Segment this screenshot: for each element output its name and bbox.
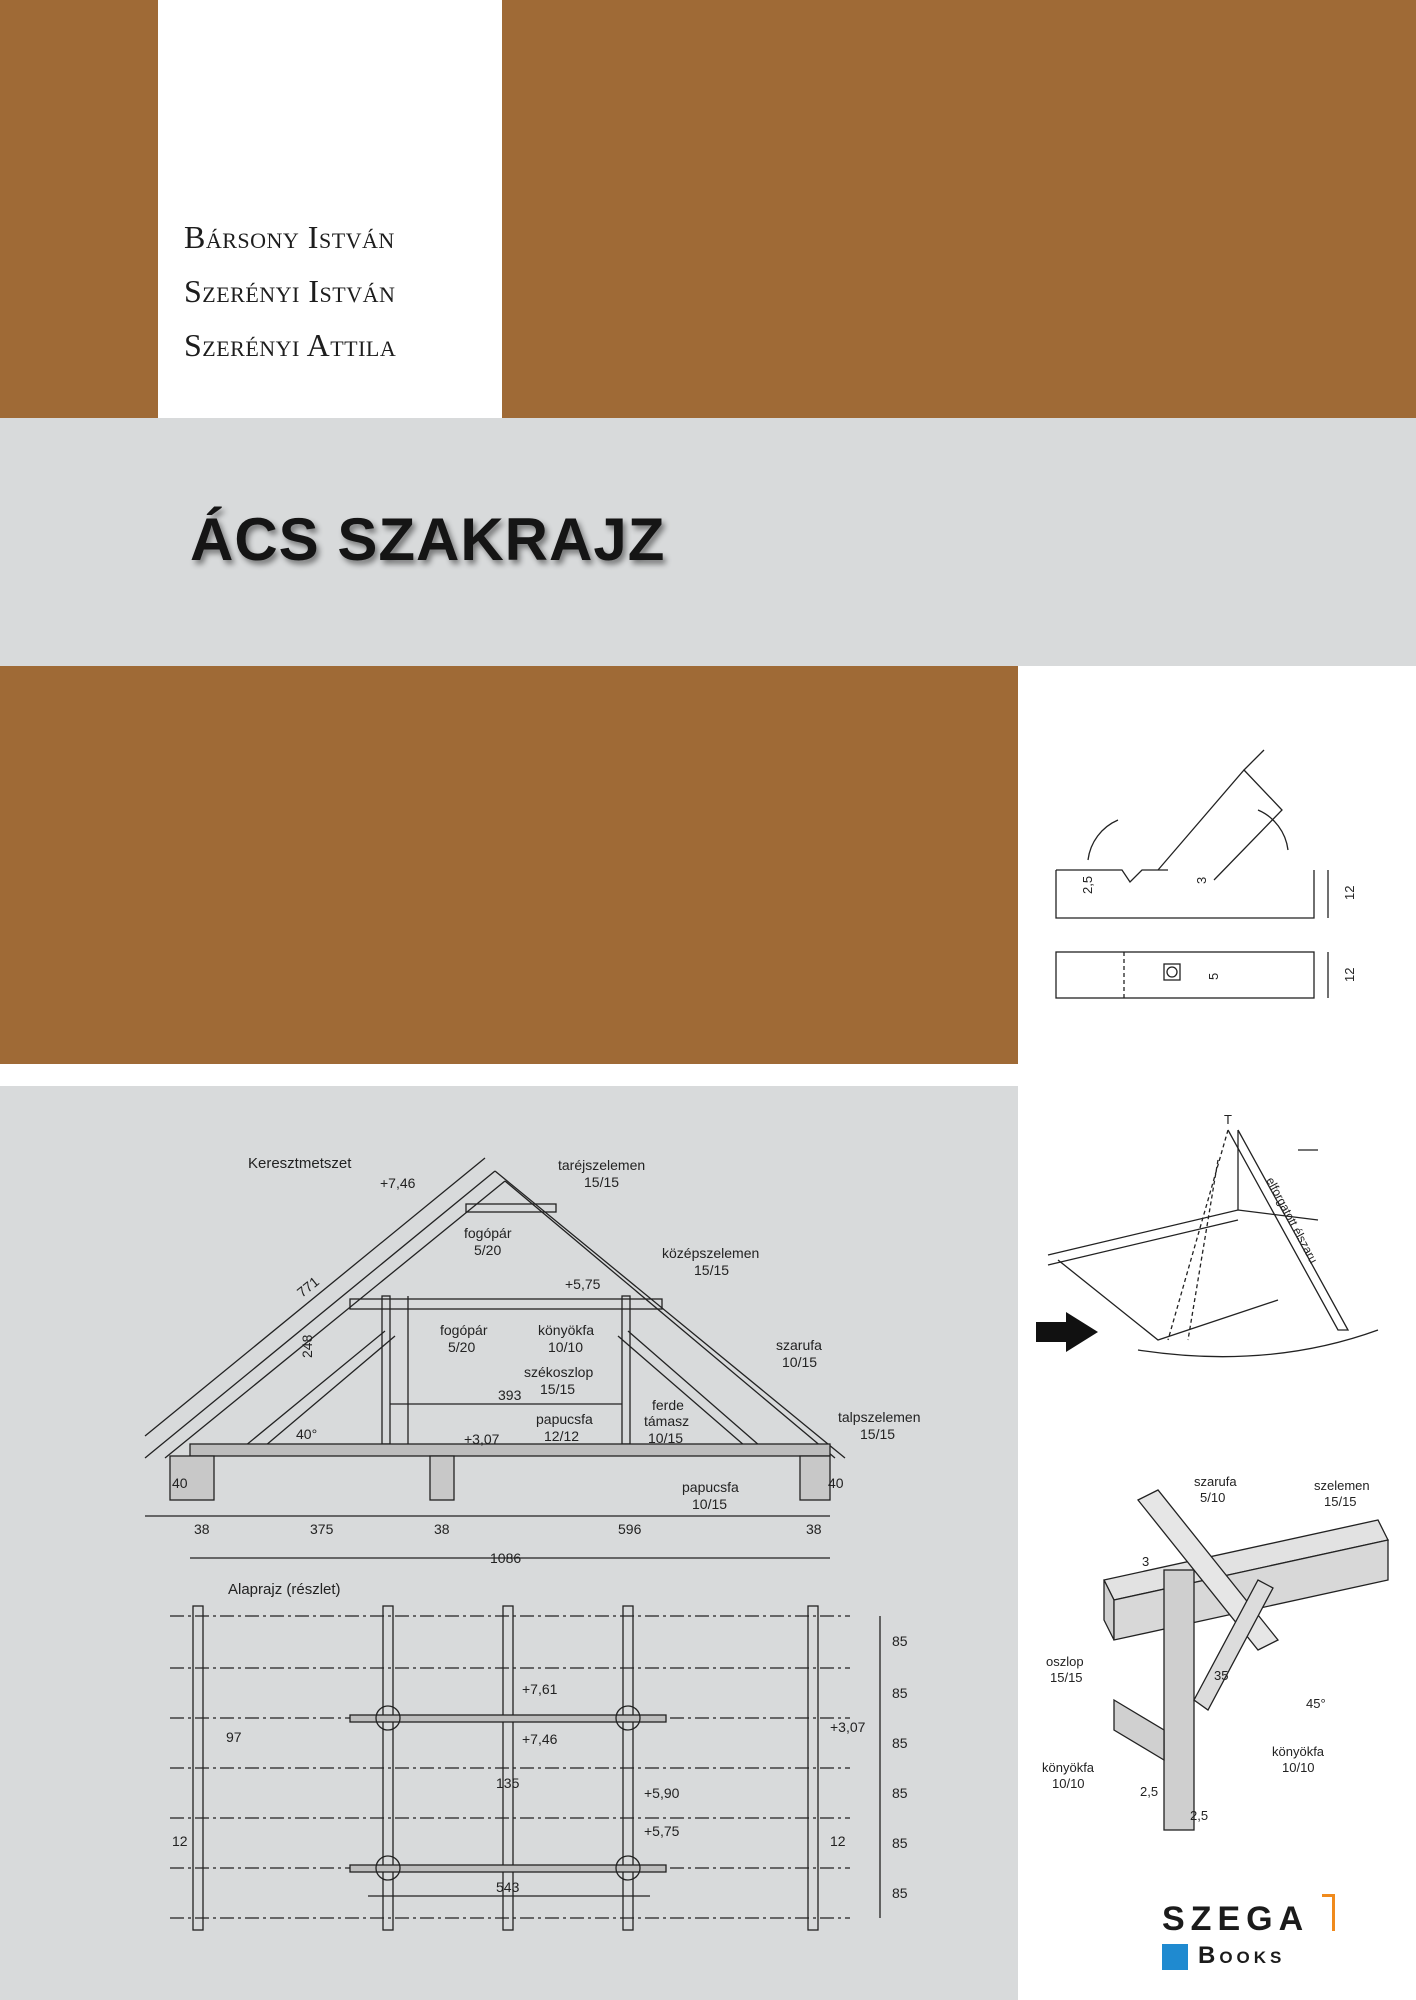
plan-level: +5,90 [644,1785,680,1801]
label-papucs1-dim: 12/12 [544,1428,580,1444]
plan-spacing: 85 [892,1885,908,1901]
post-label-konyok2: könyökfa [1272,1744,1325,1759]
joint-dim: 2,5 [1080,875,1095,894]
dim-row-item: 596 [618,1521,642,1537]
plan-dim: 12 [830,1833,846,1849]
label-fogo2-dim: 5/20 [448,1339,476,1355]
post-label-szarufa: szarufa [1194,1474,1237,1489]
dim-row-item: 38 [434,1521,450,1537]
post-label-oszlop-dim: 15/15 [1050,1670,1083,1685]
label-tarej-dim: 15/15 [584,1174,620,1190]
post-dim: 2,5 [1190,1808,1209,1823]
label-papucs2: papucsfa [682,1479,739,1495]
post-dim: 3 [1142,1554,1150,1569]
label-fogo2: fogópár [440,1322,488,1338]
logo-bracket-icon [1322,1894,1335,1931]
label-papucs2-dim: 10/15 [692,1496,728,1512]
post-label-oszlop: oszlop [1046,1654,1084,1669]
joint-detail-drawing [1018,700,1416,1020]
hip-rafter-drawing [1018,1100,1416,1390]
plan-level: +7,46 [522,1731,558,1747]
author-name: Bársony István [184,219,395,255]
logo-sub: Books [1198,1942,1286,1969]
plan-dim: 135 [496,1775,520,1791]
plan-title: Alaprajz (részlet) [228,1581,341,1598]
dim-span-inner: 393 [498,1387,522,1403]
label-szarufa-dim: 10/15 [782,1354,818,1370]
section-title: Keresztmetszet [248,1155,352,1172]
plan-level: +7,61 [522,1681,558,1697]
iso-label-t: T [1224,1112,1232,1127]
cover-brown-block-middle [0,666,1018,1064]
plan-dim: 12 [172,1833,188,1849]
direction-arrow-icon [1036,1312,1098,1352]
label-tamasz: támasz [644,1413,690,1429]
author-list [184,210,396,372]
dim-angle: 40° [296,1426,318,1442]
plan-spacing: 85 [892,1835,908,1851]
logo-name: SZEGA [1162,1900,1310,1938]
level-base: +3,07 [464,1431,500,1447]
label-kozep: középszelemen [662,1245,760,1261]
label-konyok-dim: 10/10 [548,1339,584,1355]
label-konyok: könyökfa [538,1322,595,1338]
label-talp-dim: 15/15 [860,1426,896,1442]
book-title: ÁCS SZAKRAJZ [190,506,666,573]
plan-spacing: 85 [892,1735,908,1751]
dim-row-item: 38 [806,1521,822,1537]
joint-dim: 5 [1206,972,1221,980]
dim-wall-right: 40 [828,1475,844,1491]
post-dim: 2,5 [1140,1784,1159,1799]
dim-wall-left: 40 [172,1475,188,1491]
dim-row-item: 375 [310,1521,334,1537]
label-talp: talpszelemen [838,1409,921,1425]
post-dim: 35 [1214,1668,1229,1683]
iso-label: elforgatott élszaru [1263,1174,1321,1266]
post-label-konyok2-dim: 10/10 [1282,1760,1315,1775]
joint-dim: 12 [1342,967,1357,982]
joint-dim: 3 [1194,876,1209,884]
label-ferde-dim: 10/15 [648,1430,684,1446]
post-label-konyok1: könyökfa [1042,1760,1095,1775]
post-label-szelemen: szelemen [1314,1478,1370,1493]
roof-section-drawing [0,1086,1018,2000]
label-fogo1: fogópár [464,1225,512,1241]
label-szek-dim: 15/15 [540,1381,576,1397]
level-mid: +5,75 [565,1276,601,1292]
dim-rafter-length: 771 [293,1273,323,1301]
plan-dim: 543 [496,1879,520,1895]
publisher-logo [1158,1900,1338,1980]
plan-level: +5,75 [644,1823,680,1839]
joint-dim: 12 [1342,885,1357,900]
label-kozep-dim: 15/15 [694,1262,730,1278]
dim-total: 1086 [490,1550,522,1566]
logo-square-icon [1162,1944,1188,1970]
post-angle: 45° [1306,1696,1326,1711]
plan-spacing: 85 [892,1633,908,1649]
post-detail-drawing [1018,1470,1416,1850]
label-szarufa: szarufa [776,1337,822,1353]
post-label-szelemen-dim: 15/15 [1324,1494,1357,1509]
plan-spacing: 85 [892,1785,908,1801]
author-name: Szerényi Attila [184,327,397,363]
label-tarej: taréjszelemen [558,1157,646,1173]
cover-brown-block-top-right [502,0,1416,418]
dim-row-item: 38 [194,1521,210,1537]
level-ridge: +7,46 [380,1175,416,1191]
post-label-konyok1-dim: 10/10 [1052,1776,1085,1791]
cover-brown-block-top-left [0,0,158,418]
author-name: Szerényi István [184,273,396,309]
post-label-szarufa-dim: 5/10 [1200,1490,1226,1505]
label-papucs1: papucsfa [536,1411,593,1427]
label-szek: székoszlop [524,1364,594,1380]
plan-dim: 97 [226,1729,242,1745]
label-ferde: ferde [652,1397,684,1413]
dim-height: 248 [299,1334,315,1358]
plan-level: +3,07 [830,1719,866,1735]
label-fogo1-dim: 5/20 [474,1242,502,1258]
plan-spacing: 85 [892,1685,908,1701]
